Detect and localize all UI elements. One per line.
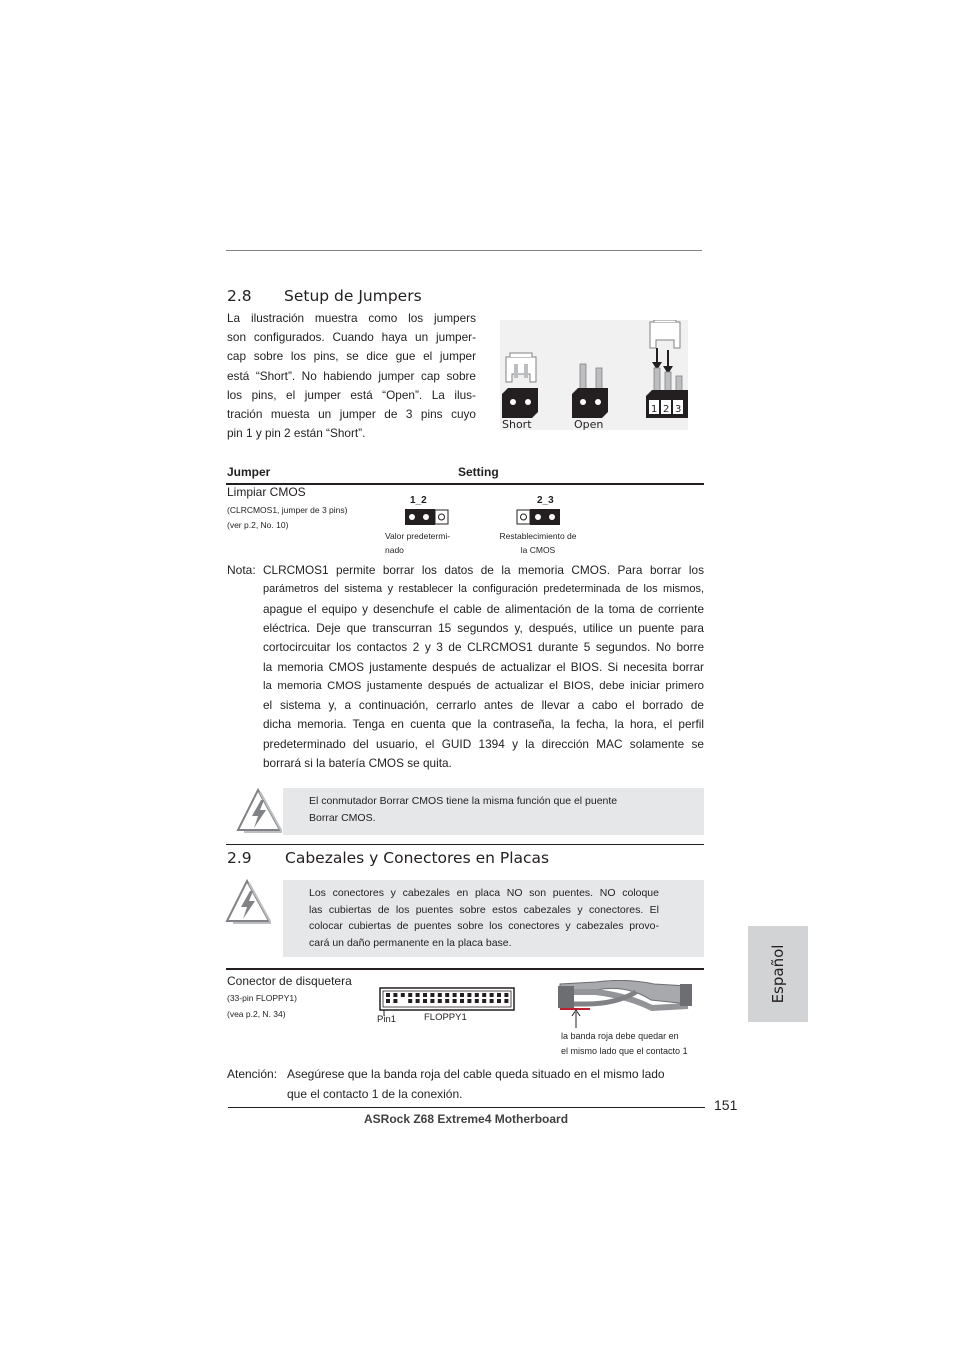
floppy-pin <box>453 993 457 997</box>
floppy-pin <box>475 999 479 1003</box>
warning-text <box>309 793 617 827</box>
floppy-pin <box>423 999 427 1003</box>
floppy-sub-pins: (33-pin FLOPPY1) <box>227 993 297 1003</box>
floppy-pin <box>453 999 457 1003</box>
warning-line: colocar cubiertas de puentes sobre los conectores y cabezales provo- <box>309 920 659 933</box>
jumper-illustration <box>500 320 688 430</box>
setting1-caption-line: Valor predetermi- <box>385 531 451 541</box>
svg-text:2: 2 <box>663 404 670 415</box>
floppy-pin <box>504 999 508 1003</box>
floppy-pin <box>438 999 442 1003</box>
warning-icon <box>236 788 282 834</box>
floppy-pin <box>416 993 420 997</box>
floppy-pin <box>460 999 464 1003</box>
setting1-caption-line: nado <box>385 545 404 555</box>
row-sub-ref: (ver p.2, No. 10) <box>227 520 289 530</box>
floppy-pin <box>445 999 449 1003</box>
intro-line: La ilustración muestra como los jumpers <box>227 311 476 325</box>
floppy-pin <box>504 993 508 997</box>
floppy-pin <box>445 993 449 997</box>
setting2-caption <box>490 529 586 557</box>
section-title-setup-jumpers: Setup de Jumpers <box>284 287 422 305</box>
floppy-pin <box>475 993 479 997</box>
note-line: eléctrica. Deje que transcurran 15 segundos y, después, utilice un puente para <box>263 621 704 635</box>
floppy-pin <box>490 993 494 997</box>
floppy-pin <box>393 999 397 1003</box>
floppy-caption-line: el mismo lado que el contacto 1 <box>561 1046 688 1056</box>
floppy-pin <box>497 993 501 997</box>
floppy-pin <box>482 993 486 997</box>
floppy-connector-label: FLOPPY1 <box>424 1012 467 1023</box>
floppy-pin <box>386 999 390 1003</box>
floppy-pin <box>438 993 442 997</box>
floppy-pin <box>467 993 471 997</box>
floppy-sub-ref: (vea p.2, N. 34) <box>227 1009 286 1019</box>
note-line: borrará si la batería CMOS se quita. <box>263 756 452 770</box>
note-line: dicha memoria. Tenga en cuenta que la contraseña, la fecha, la hora, el perfil <box>263 717 704 731</box>
footer-rule <box>228 1107 705 1108</box>
floppy-caption-line: la banda roja debe quedar en <box>561 1031 679 1041</box>
note-line: apague el equipo y desenchufe el cable de alimentación de la toma de corriente <box>263 602 704 616</box>
intro-line: son configurados. Cuando haya un jumper- <box>227 330 476 344</box>
page-number: 151 <box>714 1097 738 1113</box>
section-rule <box>226 844 704 845</box>
floppy-cable-caption <box>561 1029 688 1059</box>
floppy-pin1-label: Pin1 <box>377 1014 397 1025</box>
table-header-jumper: Jumper <box>227 465 271 479</box>
short-label: Short <box>502 418 532 430</box>
warning-line: cará un daño permanente en la placa base. <box>309 936 512 949</box>
attention-label: Atención: <box>227 1067 278 1081</box>
floppy-pin <box>467 999 471 1003</box>
note-line: parámetros del sistema y restablecer la configuración predeterminada de los mismos, <box>263 583 704 595</box>
floppy-pin <box>423 993 427 997</box>
warning-icon <box>225 879 271 925</box>
section-number-2-8: 2.8 <box>227 287 252 305</box>
warning-line: las cubiertas de los puentes sobre estos cabezales y conectores. El <box>309 903 659 916</box>
floppy-pin <box>401 993 405 997</box>
intro-line: está “Short”. No habiendo jumper cap sobre <box>227 369 476 383</box>
floppy-pin <box>497 999 501 1003</box>
floppy-pin <box>408 993 412 997</box>
note-line: CLRCMOS1 permite borrar los datos de la memoria CMOS. Para borrar los <box>263 563 704 577</box>
setting2-caption-line: la CMOS <box>520 545 556 555</box>
warning-line: Borrar CMOS. <box>309 812 376 824</box>
floppy-pin <box>393 993 397 997</box>
section-title-cabezales: Cabezales y Conectores en Placas <box>285 849 550 867</box>
intro-line: pin 1 y pin 2 están “Short”. <box>227 426 366 440</box>
section-number-2-9: 2.9 <box>227 849 252 867</box>
top-rule <box>226 250 702 251</box>
language-side-tab-label: Español <box>769 944 787 1004</box>
warning-text <box>309 885 659 951</box>
short-jumper-icon <box>502 353 538 418</box>
floppy-pin <box>430 999 434 1003</box>
note-line: cortocircuitar los contactos 2 y 3 de CLRCMOS1 durante 5 segundos. No borre <box>263 640 704 654</box>
floppy-pin <box>408 999 412 1003</box>
setting1-caption <box>385 529 450 557</box>
svg-text:1: 1 <box>651 404 658 415</box>
floppy-name: Conector de disquetera <box>227 974 352 988</box>
note-label: Nota: <box>227 563 256 577</box>
intro-line: cap sobre los pins, se dice gue el jumper <box>227 349 476 363</box>
floppy-pin <box>386 993 390 997</box>
floppy-pin <box>490 999 494 1003</box>
floppy-pin <box>460 993 464 997</box>
setting1-jumper-icon <box>405 509 449 525</box>
three-pin-jumper-icon <box>646 320 688 418</box>
row-sub-clrcmos: (CLRCMOS1, jumper de 3 pins) <box>227 505 348 515</box>
intro-line: los pins, el jumper está “Open”. La ilus- <box>227 388 476 402</box>
note-line: la memoria CMOS justamente después de actualizar el BIOS, debe iniciar primero <box>263 680 704 692</box>
jumper-figure-svg <box>500 320 688 430</box>
footer-product: ASRock Z68 Extreme4 Motherboard <box>364 1112 569 1126</box>
language-side-tab <box>748 926 808 1022</box>
floppy-pin <box>416 999 420 1003</box>
warning-line: El conmutador Borrar CMOS tiene la misma función que el puente <box>309 795 618 807</box>
note-line: el sistema y, a continuación, cerrarlo antes de llevar a cabo el borrado de <box>263 698 704 712</box>
floppy-rule <box>226 968 704 970</box>
open-label: Open <box>574 418 604 430</box>
setting2-caption-line: Restablecimiento de <box>499 531 577 541</box>
floppy-pin <box>482 999 486 1003</box>
setting2-pins-label: 2_3 <box>537 495 554 506</box>
note-line: predeterminado del usuario, el GUID 1394 y la dirección MAC solamente se <box>263 737 704 751</box>
attention-line: Asegúrese que la banda roja del cable queda situado en el mismo lado <box>287 1067 665 1081</box>
setting2-jumper-icon <box>516 509 560 525</box>
floppy-pin <box>430 993 434 997</box>
setting1-pins-label: 1_2 <box>410 495 427 506</box>
row-name-limpiar-cmos: Limpiar CMOS <box>227 485 306 499</box>
floppy-cable-image <box>556 980 696 1030</box>
svg-text:3: 3 <box>675 404 682 415</box>
table-header-setting: Setting <box>458 465 499 479</box>
warning-line: Los conectores y cabezales en placa NO son puentes. NO coloque <box>309 887 659 899</box>
attention-line: que el contacto 1 de la conexión. <box>287 1087 463 1101</box>
intro-line: tración muesta un jumper de 3 pins cuyo <box>227 407 476 421</box>
open-jumper-icon <box>572 364 608 418</box>
note-line: la memoria CMOS justamente después de actualizar el BIOS. Si necesita borrar <box>263 660 704 674</box>
